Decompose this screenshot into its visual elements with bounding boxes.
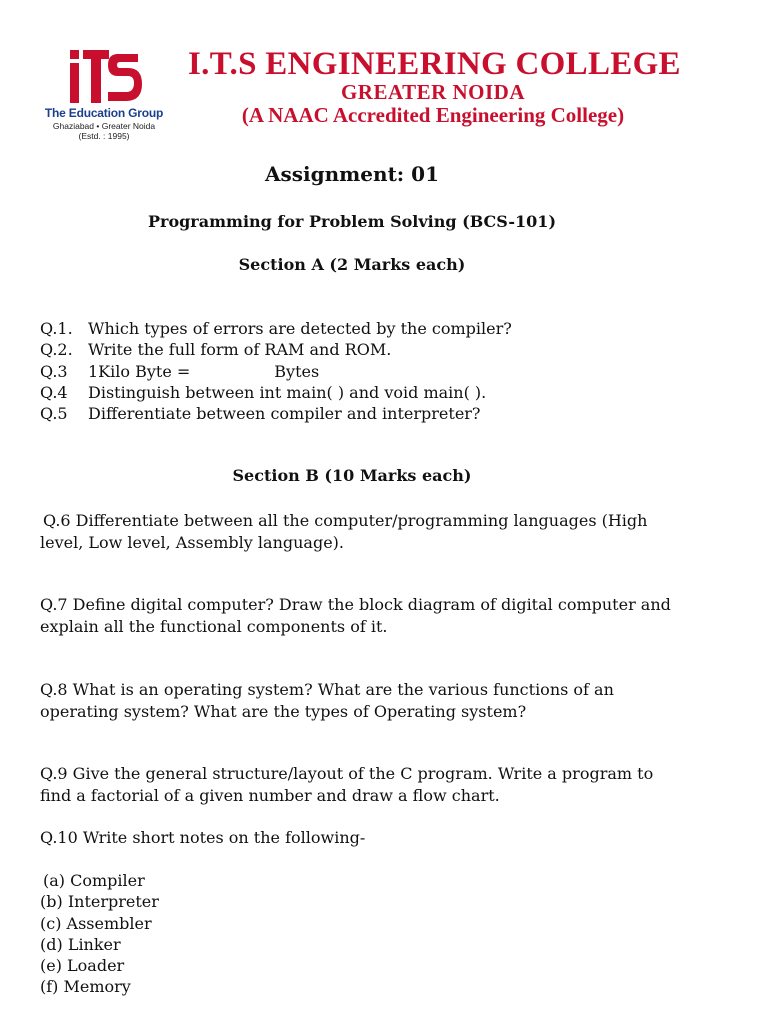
college-city: GREATER NOIDA: [340, 80, 526, 104]
question-number: Q.2.: [40, 340, 73, 360]
question-row: [40, 318, 512, 339]
list-item: (a) Compiler: [43, 871, 145, 890]
question-suffix: Bytes: [274, 361, 320, 381]
list-item: (b) Interpreter: [40, 892, 159, 912]
question-text: 1Kilo Byte =: [88, 361, 191, 381]
question-row: [40, 361, 512, 382]
college-name: I.T.S ENGINEERING COLLEGE: [188, 46, 681, 82]
list-item: (e) Loader: [40, 956, 125, 976]
list-item: (d) Linker: [40, 934, 121, 954]
logo-subtitle: [40, 121, 168, 141]
question-number: Q.4: [40, 382, 68, 402]
question-number: Q.3: [40, 361, 68, 381]
question-row: [40, 403, 512, 424]
question-row: [40, 382, 512, 403]
logo-established: (Estd. : 1995): [78, 131, 130, 141]
logo-group-name: The Education Group: [44, 106, 164, 120]
list-item: (f) Memory: [40, 977, 131, 997]
question-text: Write the full form of RAM and ROM.: [88, 340, 392, 360]
list-item: (c) Assembler: [40, 913, 152, 933]
question-text: Differentiate between compiler and interpreter?: [88, 404, 481, 424]
question-text: Which types of errors are detected by the compiler?: [88, 319, 512, 338]
question-6: Q.6 Differentiate between all the computer/programming languages (High level, Low level, Assembly language).: [40, 511, 648, 552]
question-8: Q.8 What is an operating system? What are the various functions of an operating system? What are the types of Operating system?: [40, 680, 614, 721]
assignment-title: Assignment: 01: [264, 162, 439, 186]
college-logo: [40, 44, 170, 144]
question-number: Q.5: [40, 404, 68, 424]
question-number: Q.1.: [40, 319, 73, 338]
answer-blank: [190, 361, 274, 382]
question-text: Distinguish between int main( ) and void main( ).: [88, 382, 487, 402]
logo-locations: Ghaziabad • Greater Noida: [52, 121, 156, 131]
section-b-title: Section B (10 Marks each): [232, 466, 472, 485]
question-10-items: [40, 870, 159, 998]
section-a-question-list: [40, 318, 512, 424]
subject-title: Programming for Problem Solving (BCS-101): [147, 212, 557, 231]
college-accreditation: (A NAAC Accredited Engineering College): [241, 103, 625, 127]
question-7: Q.7 Define digital computer? Draw the block diagram of digital computer and explain all the functional components of it.: [40, 595, 671, 636]
college-header: [40, 44, 680, 144]
section-a-title: Section A (2 Marks each): [238, 255, 466, 274]
question-10: Q.10 Write short notes on the following-: [40, 828, 366, 847]
its-logo-icon: [68, 48, 142, 106]
question-9: Q.9 Give the general structure/layout of the C program. Write a program to find a factorial of a given number and draw a flow chart.: [40, 764, 654, 805]
question-row: [40, 339, 512, 360]
